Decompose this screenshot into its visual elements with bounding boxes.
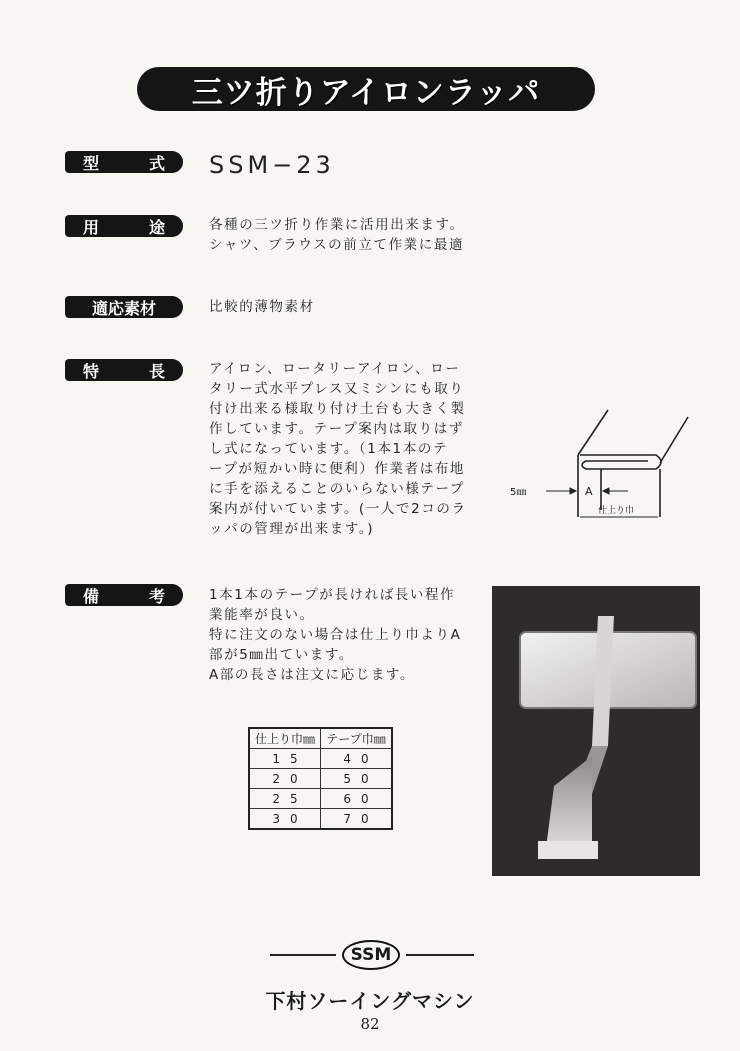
- footer-rule-right: [406, 954, 474, 956]
- table-cell: 25: [249, 789, 321, 809]
- label-material: [65, 296, 183, 318]
- diagram-offset-label: 5㎜: [510, 487, 527, 498]
- label-use: [65, 215, 183, 237]
- remarks-text: 1本1本のテープが長ければ長い程作 業能率が良い。 特に注文のない場合は仕上り巾よりA 部が5㎜出ています。 A部の長さは注文に応じます。: [209, 587, 462, 683]
- table-cell: 70: [321, 809, 393, 830]
- material-text: 比較的薄物素材: [209, 299, 315, 315]
- title-banner: [137, 67, 595, 111]
- page-number: 82: [360, 1015, 380, 1033]
- footer-rule-left: [270, 954, 336, 956]
- label-remarks-a: 備: [83, 586, 100, 606]
- table-cell: 40: [321, 749, 393, 769]
- logo-text: SSM: [350, 945, 392, 965]
- label-remarks-b: 考: [148, 586, 165, 606]
- spec-table: [248, 727, 393, 830]
- company-name: 下村ソーイングマシン: [265, 989, 475, 1013]
- label-material-text: 適応素材: [91, 298, 156, 318]
- table-row: [249, 789, 392, 809]
- label-features-b: 長: [148, 361, 165, 381]
- label-remarks: [65, 584, 183, 606]
- label-model-a: 型: [83, 153, 100, 173]
- table-header-tape: テープ巾㎜: [321, 728, 393, 749]
- page-title: 三ツ折りアイロンラッパ: [191, 74, 541, 111]
- model-value: SSM−23: [209, 151, 335, 179]
- ssm-logo: [342, 940, 400, 970]
- diagram-a-label: A: [585, 485, 593, 498]
- label-model-b: 式: [148, 153, 165, 173]
- table-cell: 50: [321, 769, 393, 789]
- use-text: 各種の三ツ折り作業に活用出来ます。 シャツ、ブラウスの前立て作業に最適: [209, 217, 465, 253]
- table-row: [249, 769, 392, 789]
- table-cell: 60: [321, 789, 393, 809]
- label-model: [65, 151, 183, 173]
- diagram-finish-label: 仕上り巾: [598, 506, 635, 516]
- folder-diagram: [488, 405, 698, 530]
- product-photo: [492, 586, 700, 876]
- table-row: [249, 749, 392, 769]
- table-header-row: [249, 728, 392, 749]
- table-cell: 15: [249, 749, 321, 769]
- label-features-a: 特: [83, 361, 100, 381]
- table-header-finish: 仕上り巾㎜: [249, 728, 321, 749]
- label-use-b: 途: [148, 217, 165, 237]
- table-cell: 30: [249, 809, 321, 830]
- label-features: [65, 359, 183, 381]
- table-row: [249, 809, 392, 830]
- features-text: アイロン、ロータリーアイロン、ロー タリー式水平プレス又ミシンにも取り 付け出来る様取り付け土台も大きく製 作しています。テープ案内は取りはず し式になっています。（1本1本のテ ープが短かい時に便利）作業者は布地 に手を添えることのいらない様テープ 案内が付いています。(一人で2コのラ ッパの管理が出来ます。): [209, 361, 467, 537]
- label-use-a: 用: [83, 217, 100, 237]
- table-cell: 20: [249, 769, 321, 789]
